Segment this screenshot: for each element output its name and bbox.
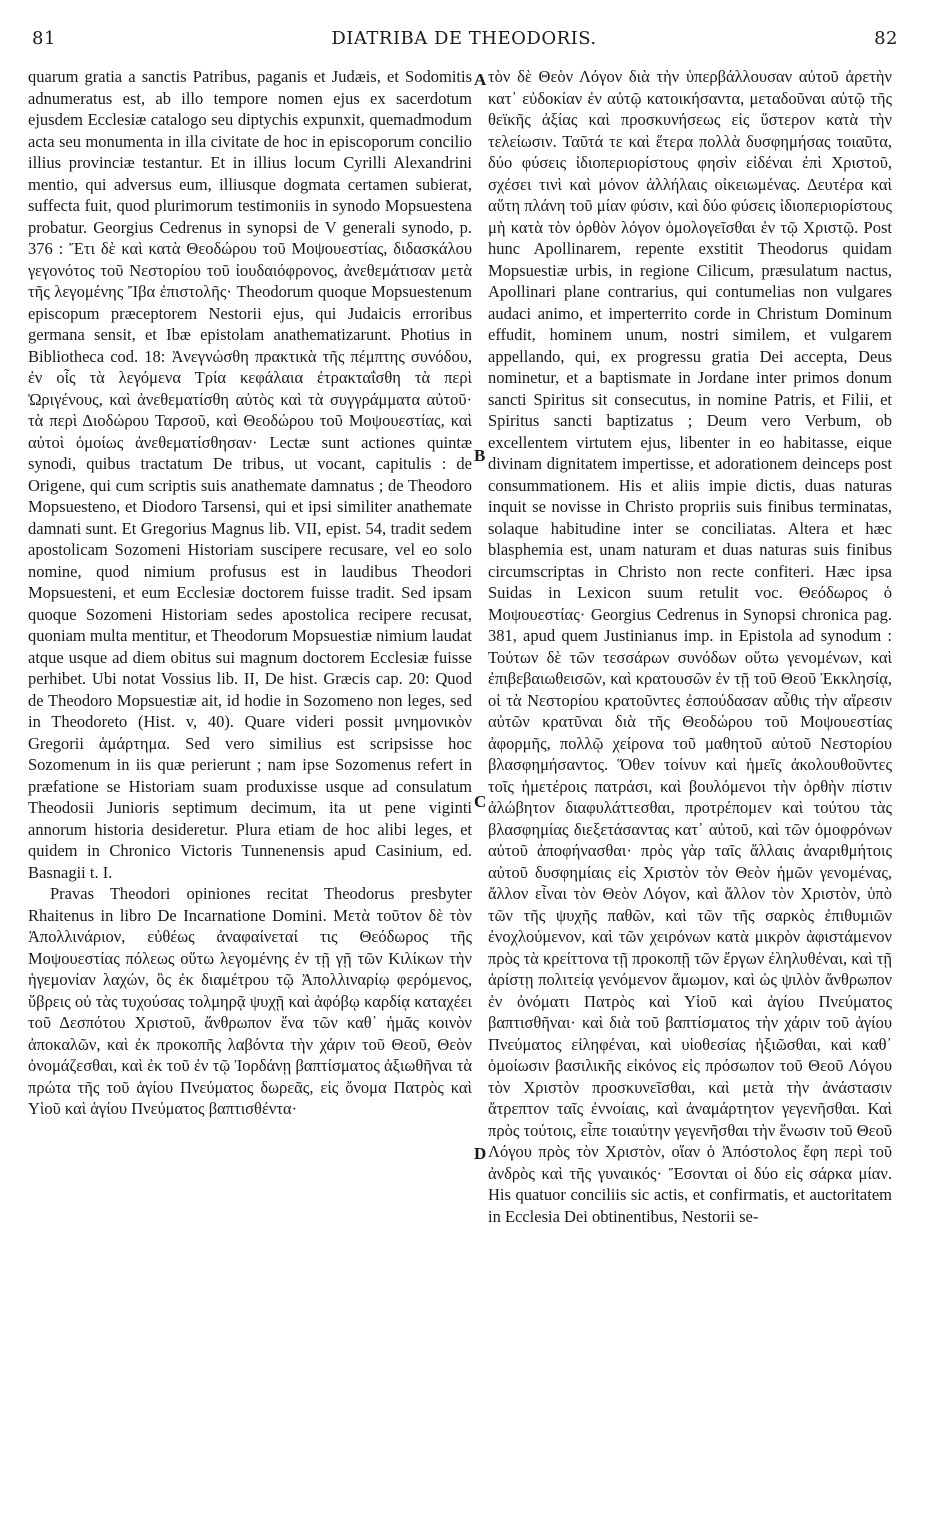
running-title: DIATRIBA DE THEODORIS.: [331, 28, 597, 49]
margin-marker-a: A: [474, 70, 487, 89]
left-paragraph-1: quarum gratia a sanctis Patribus, paganis et Judæis, et Sodomitis adnumeratus est, ab illo tempore nomen ejus ex sacerdotum ejusdem Ecclesiæ catalogo seu diptychis expunxit, quemadmodum acta seu monumenta in illa civitate de hoc in episcoporum concilio illius provinciæ testantur. Et in illius locum Cyrilli Alexandrini mentio, qui adversus eum, illiusque dogmata certamen subierat, suffecta fuit, quod plurimorum testimoniis in synodo Mopsuestena probatur. Georgius Cedrenus in synopsi de V generali synodo, p. 376 : Ἔτι δὲ καὶ κατὰ Θεοδώρου τοῦ Μοψουεστίας, διδασκάλου γεγονότος τοῦ Νεστορίου τοῦ ἰουδαιόφρονος, ἀνεθεμάτισαν μετὰ τῆς λεγομένης Ἴβα ἐπιστολῆς· Theodorum quoque Mopsuestenum episcopum præceptorem Nestorii ejus, qui Judaicis erroribus germana sensit, et Ibæ epistolam anathematizarunt. Photius in Bibliotheca cod. 18: Ἀνεγνώσθη πρακτικὰ τῆς πέμπτης συνόδου, ἐν οἷς τὰ λεγόμενα Τρία κεφάλαια ἐτρακταΐσθη τὰ περὶ Ὠριγένους, καὶ ἀνεθεματίσθη αὐτὸς καὶ τὰ συγγράμματα αὐτοῦ· τὰ περὶ Διοδώρου Ταρσοῦ, καὶ Θεοδώρου τοῦ Μοψουεστίας, καὶ αὐτοὶ ὁμοίως ἀνεθεματίσθησαν· Lectæ sunt actiones quintæ synodi, quibus tractatum De tribus, ut vocant, capitulis : de Origene, qui cum scriptis suis anathemate damnatus ; de Theodoro Mopsuesteno, et Diodoro Tarsensi, qui et ipsi similiter anathemate damnati sunt. Et Gregorius Magnus lib. VII, epist. 54, tradit sedem apostolicam Sozomeni Historiam suscipere recusare, vel eo solo nomine, quod nimium profusus est in laudibus Theodori Mopsuesteni, et eum Ecclesiæ doctorem fuisse tradit. Sed ipsam quoque Sozomeni Historiam sedes apostolica recipere recusat, quoniam multa mentitur, et Theodorum Mopsuestiæ nimium laudat atque usque ad diem obitus sui magnum doctorem Ecclesiæ fuisse perhibet. Ubi notat Vossius lib. II, De hist. Græcis cap. 20: Quod de Theodoro Mopsuestiæ ait, id hodie in Sozomeno non leges, sed in Theodoreto (Hist. v, 40). Quare videri possit μνημονικὸν Gregorii ἁμάρτημα. Sed vero similius est scripsisse hoc Sozomenum in iis quæ perierunt ; nam ipse Sozomenus refert in præfatione se Historiam suam produxisse usque ad consulatum Theodosii Junioris septimum decimum, ita ut pene viginti annorum historia desideretur. Plura etiam de hoc alibi leges, et quidem in Chronico Victoris Tunnenensis apud Casinium, ed. Basnagii t. I.: [28, 67, 472, 882]
margin-marker-c: C: [474, 792, 487, 811]
margin-marker-d: D: [474, 1144, 487, 1163]
left-paragraph-2: Pravas Theodori opiniones recitat Theodorus presbyter Rhaitenus in libro De Incarnatione Domini. Μετὰ τοῦτον δὲ τὸν Ἀπολλινάριον, εὐθέως ἀναφαίνεταί τις Θεόδωρος τῆς Μοψουεστίας πόλεως οὕτω λεγομένης ἐν τῇ γῇ τῶν Κιλίκων τὴν ἡγεμονίαν λαχών, ὃς ἐκ διαμέτρου τῷ Ἀπολλιναρίῳ φερόμενος, ὕβρεις οὐ τὰς τυχούσας τολμηρᾷ ψυχῇ καὶ ἀφόβῳ καρδίᾳ καταχέει τοῦ Δεσπότου Χριστοῦ, ἄνθρωπον ἕνα τῶν καθ᾽ ἡμᾶς κοινὸν ἀποκαλῶν, καὶ ἐκ προκοπῆς λαβόντα τὴν χάριν τοῦ Θεοῦ, Θεὸν ὀνομάζεσθαι, καὶ ἐκ τοῦ ἐν τῷ Ἰορδάνῃ βαπτίσματος ἀξιωθῆναι τὰ πρώτα τῆς τοῦ ἁγίου Πνεύματος δωρεᾶς, εἰς ὄνομα Πατρὸς καὶ Υἱοῦ καὶ ἁγίου Πνεύματος βαπτισθέντα·: [28, 884, 472, 1118]
right-column: [488, 66, 892, 1227]
left-column: [28, 66, 472, 1120]
page-header: [30, 28, 898, 52]
right-page-number: 82: [874, 28, 898, 49]
left-page-number: 81: [32, 28, 56, 49]
right-paragraph-1: τὸν δὲ Θεὸν Λόγον διὰ τὴν ὑπερβάλλουσαν αὐτοῦ ἀρετὴν κατ᾽ εὐδοκίαν ἐν αὐτῷ κατοικήσαντα, μεταδοῦναι αὐτῷ τῆς θεϊκῆς ἀξίας καὶ προσκυνήσεως εἰς ὕστερον κατὰ τὴν τελείωσιν. Ταῦτά τε καὶ ἕτερα πολλὰ δυσφημήσας τοιαῦτα, δύο φύσεις ἰδιοπεριορίστους φησὶν εἰδέναι ἐπὶ Χριστοῦ, σχέσει τινὶ καὶ μόνον ἀλλήλαις οἰκειωμένας. Δευτέρα καὶ αὕτη πλάνη τοῦ μίαν φύσιν, καὶ δύο φύσεις ἰδιοπεριορίστους μὴ κατὰ τὸν ὀρθὸν λόγον ὁμολογεῖσθαι ἐν τῷ Χριστῷ. Post hunc Apollinarem, repente exstitit Theodorus quidam Mopsuestiæ urbis, in regione Cilicum, præsulatum nactus, Apollinari plane contrarius, qui contumelias non vulgares audaci animo, et imperterrito corde in Christum Dominum effudit, hominem unum, nostri similem, et vulgarem appellando, qui, ex progressu gratia Dei accepta, Deus nominetur, et a baptismate in Jordane inter primos donum sancti Spiritus sit consecutus, in nomine Patris, et Filii, et Spiritus sancti baptizatus ; Deum vero Verbum, ob excellentem virtutem ejus, libenter in eo habitasse, eique divinam dignitatem impertisse, et adorationem deinceps post consummationem. His et aliis impie dictis, duas naturas inquit se novisse in Christo propriis suis finibus terminatas, solaque habitudine inter se conciliatas. Altera et hæc blasphemia est, unam naturam et duas naturas suis finibus circumscriptas in Christo non recte confiteri. Hæc ipsa Suidas in Lexicon suum retulit voc. Θεόδωρος ὁ Μοψουεστίας· Georgius Cedrenus in Synopsi chronica pag. 381, apud quem Justinianus imp. in Epistola ad synodum : Τούτων δὲ τῶν τεσσάρων συνόδων οὕτω γενομένων, καὶ ἐπιβεβαιωθεισῶν, καὶ κρατουσῶν ἐν τῇ τοῦ Θεοῦ Ἐκκλησίᾳ, οἱ τὰ Νεστορίου κρατοῦντες ἐσπούδασαν αὖθις τὴν αἵρεσιν αὐτῶν κρατῦναι διὰ τῆς Θεοδώρου τοῦ Μοψουεστίας ἀφορμῆς, πολλῷ χείρονα τοῦ μαθητοῦ αὐτοῦ Νεστορίου βλασφημήσαντος. Ὅθεν τοίνυν καὶ ἡμεῖς ἀκολουθοῦντες τοῖς ἡμετέροις πατράσι, καὶ βουλόμενοι τὴν ὀρθὴν πίστιν ἀλώβητον διαφυλάττεσθαι, προτρέπομεν καὶ τούτου τὰς βλασφημίας διεξετάσαντας κατ᾽ αὐτοῦ, καὶ τῶν ὁμοφρόνων αὐτοῦ ἀποφήνασθαι· πρὸς γὰρ ταῖς ἄλλαις ἀναριθμήτοις αὐτοῦ δυσφημίαις εἰς Χριστὸν τὸν Θεὸν ἡμῶν γενομένας, ἄλλον εἶναι τὸν Θεὸν Λόγον, καὶ ἄλλον τὸν Χριστὸν, ὑπὸ τῶν τῆς ψυχῆς παθῶν, καὶ τῶν τῆς σαρκὸς ἐπιθυμιῶν ἐνοχλούμενον, καὶ τῶν χειρόνων κατὰ μικρὸν ἀφιστάμενον πρὸς τὰ κρείττονα τῇ προκοπῇ τῶν ἔργων ἐληλυθέναι, καὶ τῇ ἀρίστῃ πολιτείᾳ γενόμενον ἄμωμον, καὶ ὡς ψιλὸν ἄνθρωπον ἐν ὀνόματι Πατρὸς καὶ Υἱοῦ καὶ ἁγίου Πνεύματος βαπτισθῆναι· καὶ διὰ τοῦ βαπτίσματος τὴν χάριν τοῦ ἁγίου Πνεύματος εἰληφέναι, καὶ υἱοθεσίας ἠξιῶσθαι, καὶ καθ᾽ ὁμοίωσιν βασιλικῆς εἰκόνος εἰς πρόσωπον τοῦ Θεοῦ Λόγου τὸν Χριστὸν προσκυνεῖσθαι, καὶ μετὰ τὴν ἀνάστασιν ἄτρεπτον ταῖς ἐννοίαις, καὶ ἀναμάρτητον γεγενῆσθαι. Καὶ πρὸς τούτοις, εἶπε τοιαύτην γεγενῆσθαι τὴν ἕνωσιν τοῦ Θεοῦ Λόγου πρὸς τὸν Χριστὸν, οἵαν ὁ Ἀπόστολος ἔφη περὶ τοῦ ἀνδρὸς καὶ τῆς γυναικός· Ἔσονται οἱ δύο εἰς σάρκα μίαν. His quatuor conciliis sic actis, et confirmatis, et auctoritatem in Ecclesia Dei obtinentibus, Nestorii se-: [488, 67, 892, 1226]
margin-marker-b: B: [474, 446, 486, 465]
